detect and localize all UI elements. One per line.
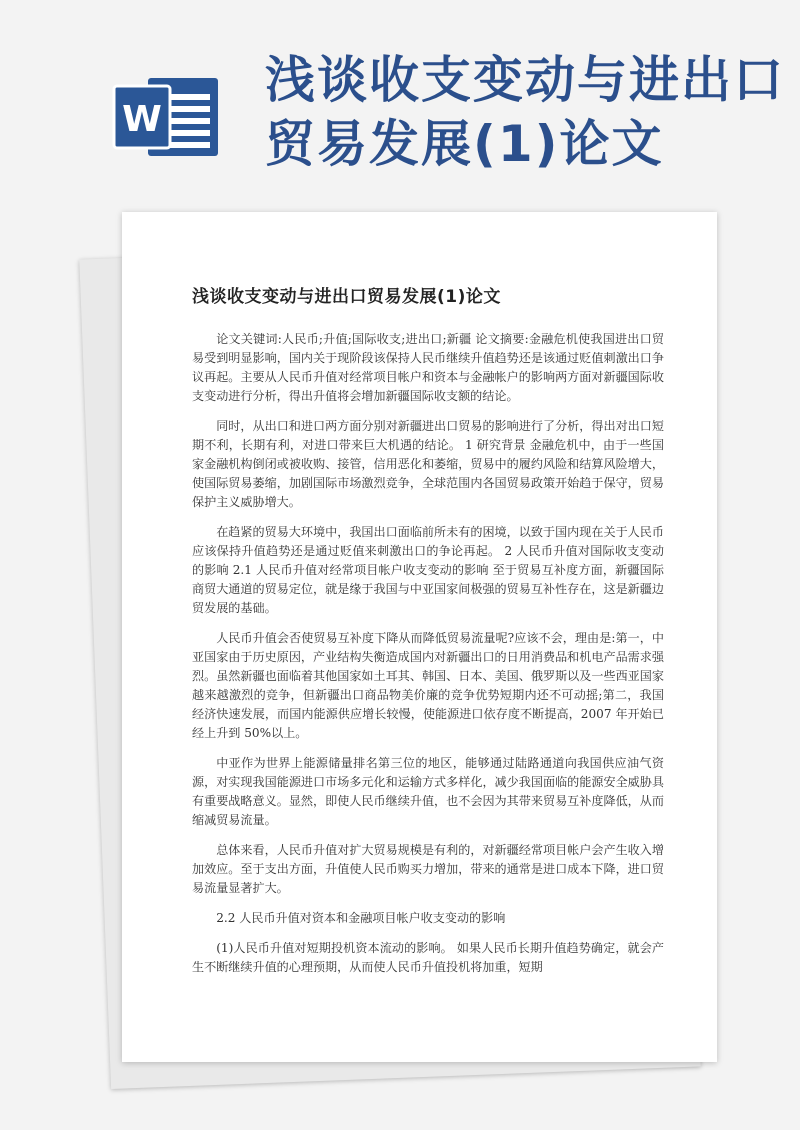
section-heading-2-2: 2.2 人民币升值对资本和金融项目帐户收支变动的影响 — [216, 911, 506, 925]
paragraph-abstract: 论文关键词:人民币;升值;国际收支;进出口;新疆 论文摘要:金融危机使我国进出口贸易受到明显影响，国内关于现阶段该保持人民币继续升值趋势还是该通过贬值刺激出口争议再起。主要从人民币升值对经常项目帐户和资本与金融帐户的影响两方面对新疆国际收支变动进行分析，得出升值将会增加新疆国际收支额的结论。 — [192, 332, 664, 403]
paragraph-central-asia: 中亚作为世界上能源储量排名第三位的地区，能够通过陆路通道向我国供应油气资源，对实现我国能源进口市场多元化和运输方式多样化，减少我国面临的能源安全威胁具有重要战略意义。显然，即使人民币继续升值，也不会因为其带来贸易互补度降低，从而缩减贸易流量。 — [192, 756, 664, 827]
paragraph-background: 同时，从出口和进口两方面分别对新疆进出口贸易的影响进行了分析，得出对出口短期不利，长期有利，对进口带来巨大机遇的结论。 1 研究背景 金融危机中，由于一些国家金融机构倒闭或被收购、接管，信用恶化和萎缩，贸易中的履约风险和结算风险增大，使国际贸易萎缩，加剧国际市场激烈竞争，全球范围内各国贸易政策开始趋于保守，贸易保护主义威胁增大。 — [192, 419, 664, 509]
paragraph-short-term-capital: (1)人民币升值对短期投机资本流动的影响。 如果人民币长期升值趋势确定，就会产生不断继续升值的心理预期，从而使人民币升值投机将加重，短期 — [192, 941, 664, 974]
document-page — [122, 212, 717, 1062]
word-document-icon — [110, 72, 222, 162]
paragraph-summary: 总体来看，人民币升值对扩大贸易规模是有利的，对新疆经常项目帐户会产生收入增加效应。至于支出方面，升值使人民币购买力增加，带来的通常是进口成本下降，进口贸易流量显著扩大。 — [192, 843, 664, 895]
document-body — [192, 330, 664, 988]
header — [0, 0, 800, 200]
paragraph-complementarity: 人民币升值会否使贸易互补度下降从而降低贸易流量呢?应该不会，理由是:第一，中亚国家由于历史原因，产业结构失衡造成国内对新疆出口的日用消费品和机电产品需求强烈。虽然新疆也面临着其他国家如土耳其、韩国、日本、美国、俄罗斯以及一些西亚国家越来越激烈的竞争，但新疆出口商品物美价廉的竞争优势短期内还不可动摇;第二，我国经济快速发展，而国内能源供应增长较慢，使能源进口依存度不断提高，2007 年开始已经上升到 50%以上。 — [192, 631, 664, 740]
svg-text:W: W — [122, 99, 162, 140]
paragraph-trade-environment: 在趋紧的贸易大环境中，我国出口面临前所未有的困境，以致于国内现在关于人民币应该保持升值趋势还是通过贬值来刺激出口的争论再起。 2 人民币升值对国际收支变动的影响 2.1 人民币升值对经常项目帐户收支变动的影响 至于贸易互补度方面，新疆国际商贸大通道的贸易定位，就是缘于我国与中亚国家间极强的贸易互补性存在，这是新疆边贸发展的基础。 — [192, 525, 664, 615]
document-title: 浅谈收支变动与进出口贸易发展(1)论文 — [265, 51, 785, 173]
page-title: 浅谈收支变动与进出口贸易发展(1)论文 — [192, 287, 501, 307]
